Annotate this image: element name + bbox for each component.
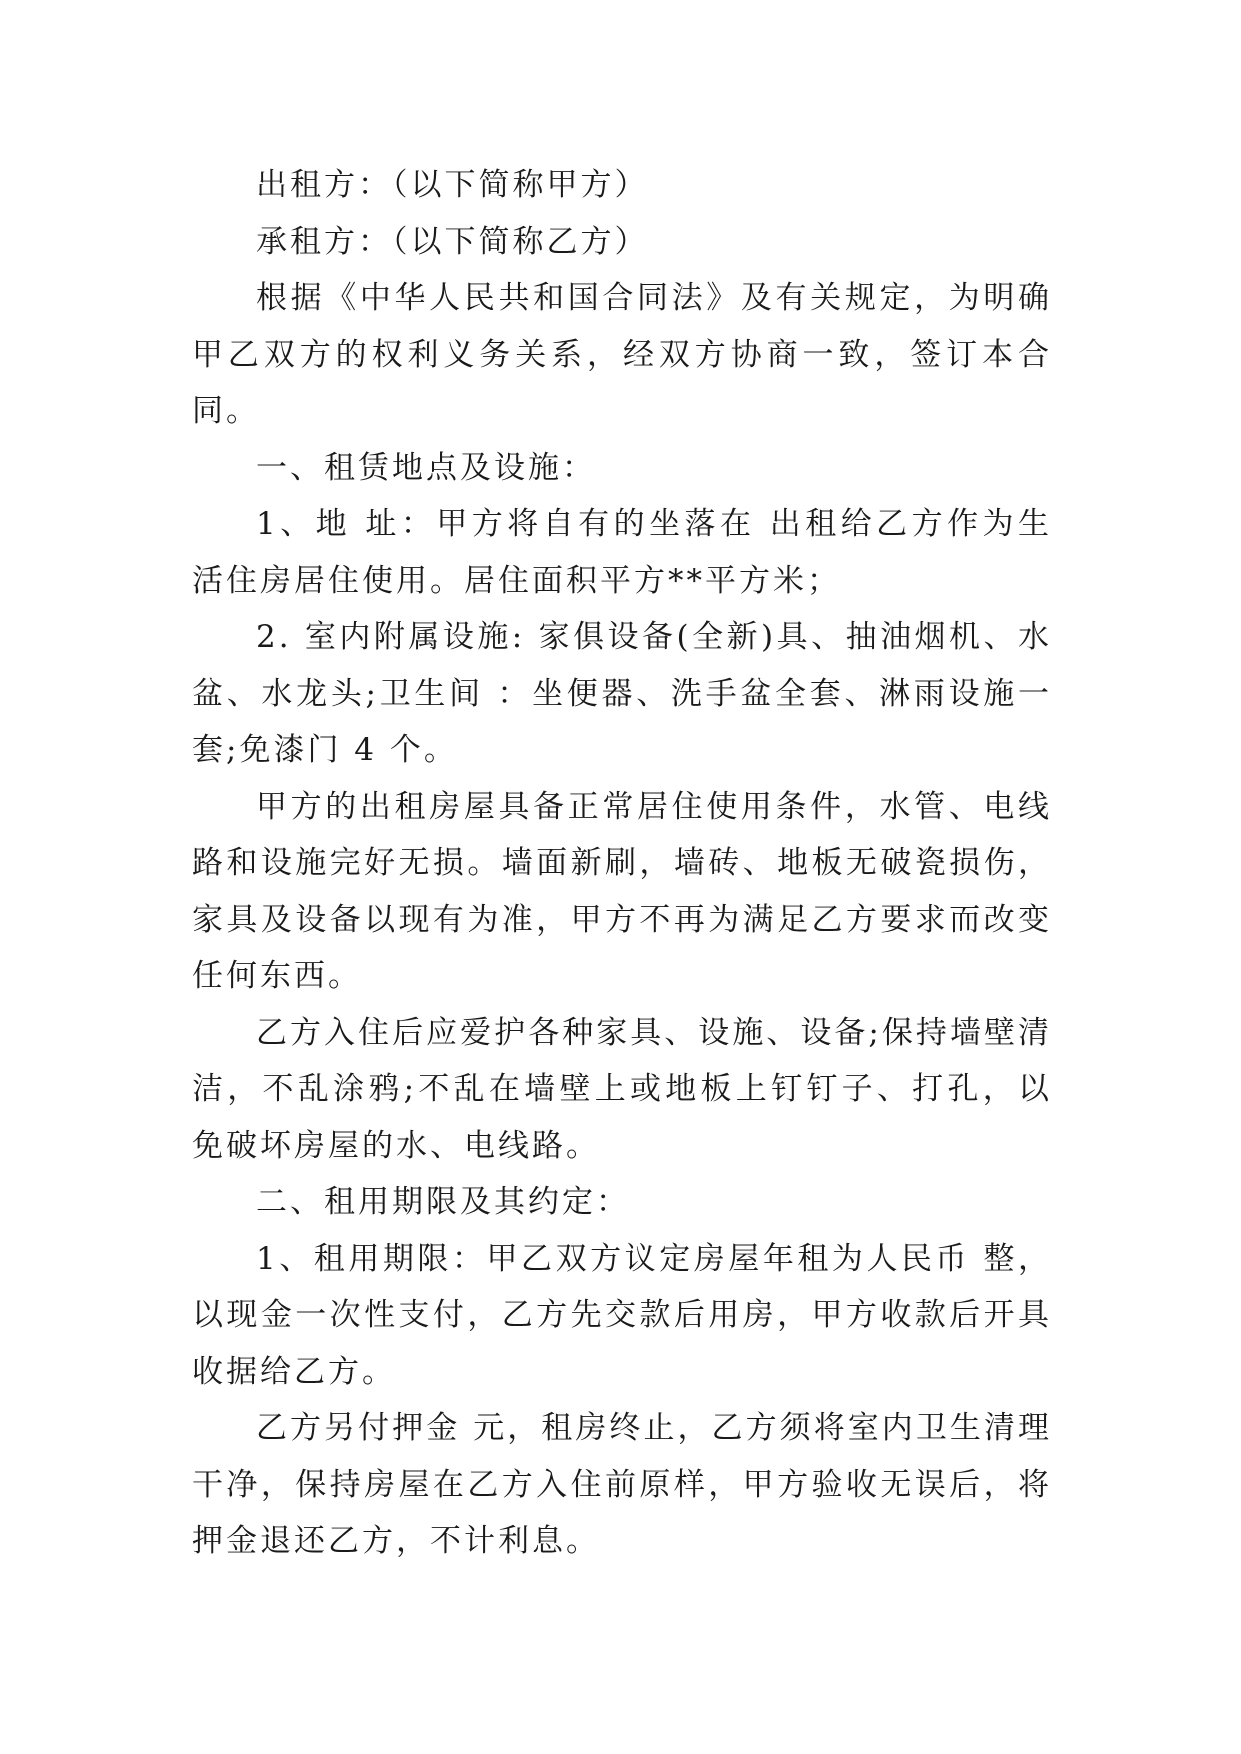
lessee-line: 承租方：（以下简称乙方）	[256, 223, 649, 260]
contract-body	[192, 157, 1052, 1570]
section-heading-location: 一、租赁地点及设施：	[256, 449, 596, 486]
preamble-paragraph: 根据《中华人民共和国合同法》及有关规定，为明确甲乙双方的权利义务关系，经双方协商一致，签订本合同。	[192, 280, 1052, 429]
facilities-clause: 2. 室内附属设施: 家俱设备(全新)具、抽油烟机、水盆、水龙头;卫生间 ：坐便器、洗手盆全套、淋雨设施一套;免漆门 4 个。	[192, 619, 1052, 768]
condition-paragraph: 甲方的出租房屋具备正常居住使用条件，水管、电线路和设施完好无损。墙面新刷，墙砖、地板无破瓷损伤，家具及设备以现有为准，甲方不再为满足乙方要求而改变任何东西。	[192, 788, 1052, 994]
deposit-paragraph: 乙方另付押金 元，租房终止，乙方须将室内卫生清理干净，保持房屋在乙方入住前原样，甲方验收无误后，将押金退还乙方，不计利息。	[192, 1410, 1052, 1559]
section-heading-term: 二、租用期限及其约定：	[256, 1184, 630, 1220]
care-paragraph: 乙方入住后应爱护各种家具、设施、设备;保持墙壁清洁，不乱涂鸦;不乱在墙壁上或地板上钉钉子、打孔，以免破坏房屋的水、电线路。	[192, 1014, 1052, 1164]
address-clause: 1、地 址：甲方将自有的坐落在 出租给乙方作为生活住房居住使用。居住面积平方**平方米；	[192, 506, 1052, 599]
rent-term-clause: 1、租用期限：甲乙双方议定房屋年租为人民币 整，以现金一次性支付，乙方先交款后用房，甲方收款后开具收据给乙方。	[192, 1240, 1052, 1390]
lessor-line: 出租方：（以下简称甲方）	[256, 167, 649, 203]
